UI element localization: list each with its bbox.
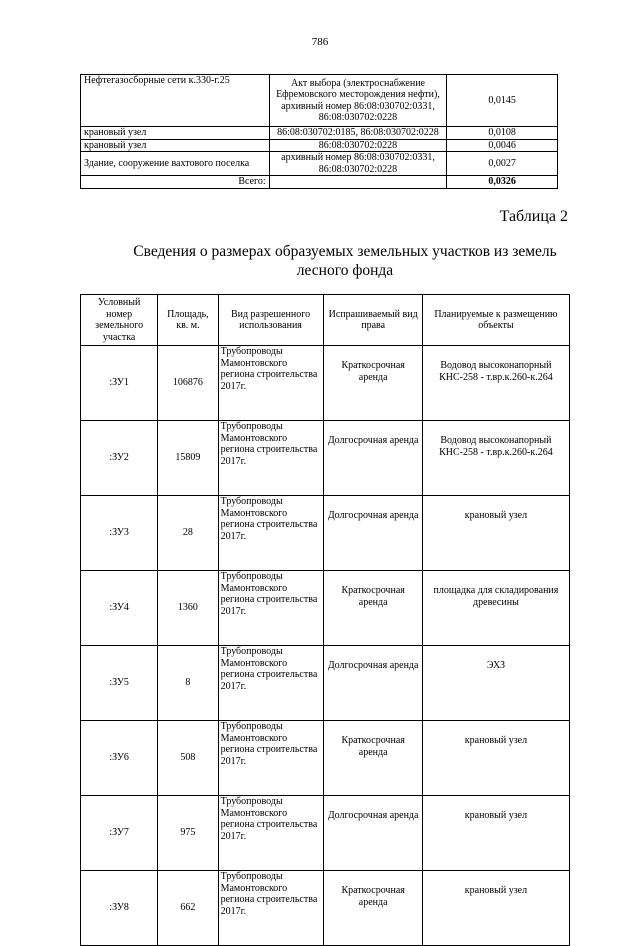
- table-cell: 0,0145: [447, 75, 558, 127]
- table-row: [81, 721, 570, 796]
- planned-object: крановый узел: [422, 871, 569, 946]
- table-cell: крановый узел: [81, 127, 270, 140]
- requested-right: Долгосрочная аренда: [324, 421, 422, 496]
- table-row: [81, 871, 570, 946]
- planned-object: крановый узел: [422, 496, 569, 571]
- table-row: [81, 646, 570, 721]
- table-row: [81, 796, 570, 871]
- table-row: [81, 496, 570, 571]
- table-cell: Акт выбора (электроснабжение Ефремовского месторождения нефти), архивный номер 86:08:030702:0331, 86:08:030702:0228: [269, 75, 447, 127]
- plot-number: :ЗУ1: [81, 346, 158, 421]
- column-header: Планируемые к размещению объекты: [422, 295, 569, 346]
- table-cell: 86:08:030702:0185, 86:08:030702:0228: [269, 127, 447, 140]
- table-row: [81, 139, 558, 152]
- page-number: 786: [311, 36, 329, 48]
- table-row: [81, 127, 558, 140]
- planned-object: Водовод высоконапорный КНС-258 - т.вр.к.260-к.264: [422, 421, 569, 496]
- plot-number: :ЗУ8: [81, 871, 158, 946]
- table-title: Сведения о размерах образуемых земельных участков из земель лесного фонда: [133, 243, 557, 279]
- requested-right: Краткосрочная аренда: [324, 346, 422, 421]
- table-cell: 86:08:030702:0228: [269, 139, 447, 152]
- table-row: [81, 571, 570, 646]
- total-label: Всего:: [81, 176, 270, 189]
- permitted-use: Трубопроводы Мамонтовского региона строительства 2017г.: [218, 796, 324, 871]
- table-row: [81, 346, 570, 421]
- table-row: [81, 75, 558, 127]
- planned-object: ЭХЗ: [422, 646, 569, 721]
- table-row: [81, 421, 570, 496]
- planned-object: крановый узел: [422, 721, 569, 796]
- plot-number: :ЗУ5: [81, 646, 158, 721]
- permitted-use: Трубопроводы Мамонтовского региона строительства 2017г.: [218, 496, 324, 571]
- requested-right: Краткосрочная аренда: [324, 571, 422, 646]
- permitted-use: Трубопроводы Мамонтовского региона строительства 2017г.: [218, 646, 324, 721]
- table-cell: [269, 176, 447, 189]
- plot-number: :ЗУ6: [81, 721, 158, 796]
- requested-right: Краткосрочная аренда: [324, 721, 422, 796]
- table-cell: Нефтегазосборные сети к.330-г.25: [81, 75, 270, 127]
- column-header: Вид разрешенного использования: [218, 295, 324, 346]
- plot-area: 508: [158, 721, 218, 796]
- table-cell: 0,0046: [447, 139, 558, 152]
- planned-object: крановый узел: [422, 796, 569, 871]
- permitted-use: Трубопроводы Мамонтовского региона строительства 2017г.: [218, 721, 324, 796]
- plot-area: 8: [158, 646, 218, 721]
- planned-object: площадка для складирования древесины: [422, 571, 569, 646]
- table-cell: 0,0108: [447, 127, 558, 140]
- land-summary-table: [80, 74, 558, 189]
- plot-area: 975: [158, 796, 218, 871]
- column-header: Условный номер земельного участка: [81, 295, 158, 346]
- plot-number: :ЗУ2: [81, 421, 158, 496]
- permitted-use: Трубопроводы Мамонтовского региона строительства 2017г.: [218, 346, 324, 421]
- requested-right: Долгосрочная аренда: [324, 646, 422, 721]
- permitted-use: Трубопроводы Мамонтовского региона строительства 2017г.: [218, 421, 324, 496]
- table-header-row: [81, 295, 570, 346]
- land-plots-table: [80, 294, 570, 946]
- plot-area: 1360: [158, 571, 218, 646]
- column-header: Площадь, кв. м.: [158, 295, 218, 346]
- requested-right: Долгосрочная аренда: [324, 796, 422, 871]
- permitted-use: Трубопроводы Мамонтовского региона строительства 2017г.: [218, 871, 324, 946]
- table-cell: архивный номер 86:08:030702:0331, 86:08:030702:0228: [269, 152, 447, 176]
- table-caption: Таблица 2: [499, 208, 568, 225]
- table-cell: 0,0027: [447, 152, 558, 176]
- total-value: 0,0326: [447, 176, 558, 189]
- plot-area: 106876: [158, 346, 218, 421]
- requested-right: Краткосрочная аренда: [324, 871, 422, 946]
- plot-area: 662: [158, 871, 218, 946]
- table-cell: Здание, сооружение вахтового поселка: [81, 152, 270, 176]
- plot-area: 28: [158, 496, 218, 571]
- plot-number: :ЗУ3: [81, 496, 158, 571]
- column-header: Испрашиваемый вид права: [324, 295, 422, 346]
- table-cell: крановый узел: [81, 139, 270, 152]
- plot-area: 15809: [158, 421, 218, 496]
- permitted-use: Трубопроводы Мамонтовского региона строительства 2017г.: [218, 571, 324, 646]
- plot-number: :ЗУ4: [81, 571, 158, 646]
- plot-number: :ЗУ7: [81, 796, 158, 871]
- requested-right: Долгосрочная аренда: [324, 496, 422, 571]
- table-row: [81, 152, 558, 176]
- planned-object: Водовод высоконапорный КНС-258 - т.вр.к.260-к.264: [422, 346, 569, 421]
- total-row: [81, 176, 558, 189]
